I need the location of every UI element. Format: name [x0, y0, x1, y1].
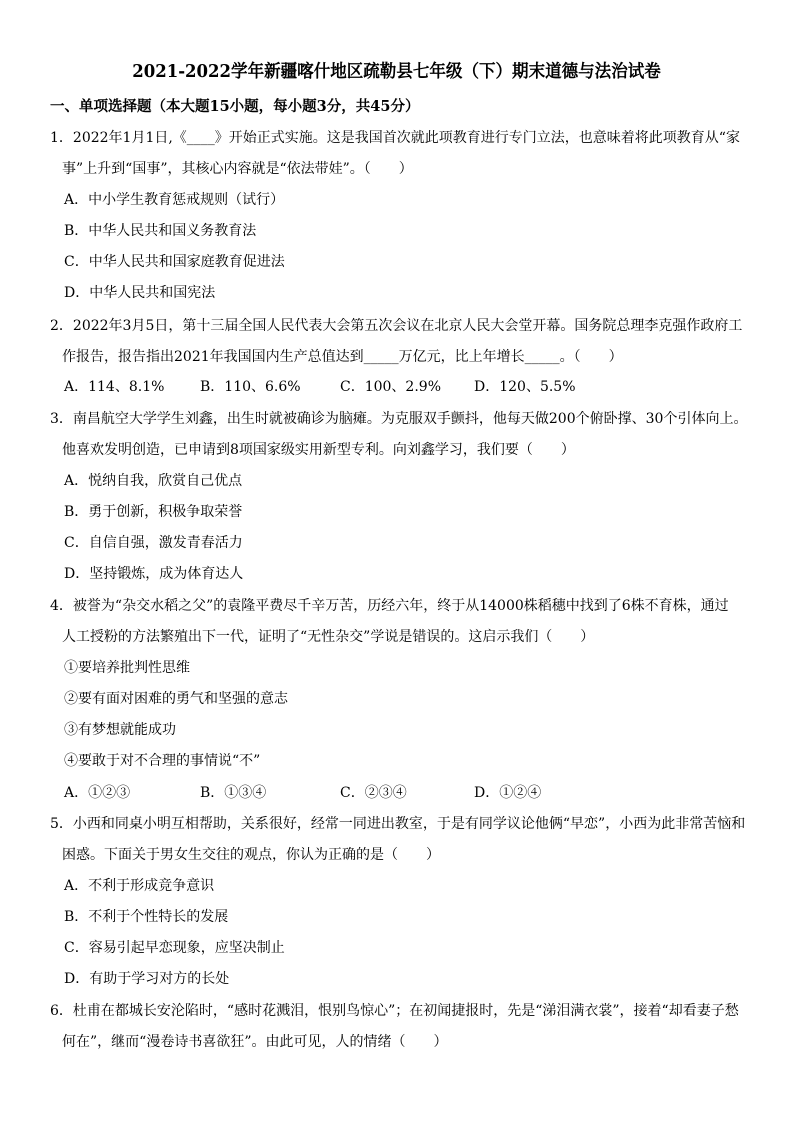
q2-option-d: D．120、5.5%: [474, 379, 576, 395]
q3-stem-line2: 他喜欢发明创造，已申请到8项国家级实用新型专利。向刘鑫学习，我们要（ ）: [62, 442, 575, 458]
q4-stem-line1: 4．被誉为“杂交水稻之父”的袁隆平费尽千辛万苦，历经六年，终于从14000株稻穗中找到了6株不育株，通过: [50, 598, 729, 614]
q3-option-a: A．悦纳自我，欣赏自己优点: [64, 473, 243, 489]
q1-stem-line2: 事”上升到“国事”，其核心内容就是“依法带娃”。（ ）: [62, 161, 413, 177]
q5-stem-line2: 困惑。下面关于男女生交往的观点，你认为正确的是（ ）: [62, 847, 440, 863]
q4-option-d: D．①②④: [474, 785, 542, 801]
q2-option-c: C．100、2.9%: [340, 379, 442, 395]
q4-option-c: C．②③④: [340, 785, 407, 801]
q4-option-a: A．①②③: [64, 785, 131, 801]
q2-stem-line2: 作报告，报告指出2021年我国国内生产总值达到_____万亿元，比上年增长_____。（ ）: [62, 349, 623, 365]
q5-option-a: A．不利于形成竞争意识: [64, 878, 215, 894]
q3-option-c: C．自信自强，激发青春活力: [64, 535, 243, 551]
q5-option-d: D．有助于学习对方的长处: [64, 971, 230, 987]
q4-option-b: B．①③④: [200, 785, 267, 801]
q3-option-b: B．勇于创新，积极争取荣誉: [64, 504, 243, 520]
exam-title: 2021-2022学年新疆喀什地区疏勒县七年级（下）期末道德与法治试卷: [132, 62, 661, 82]
q6-stem-line1: 6．杜甫在都城长安沦陷时，“感时花溅泪，恨别鸟惊心”；在初闻捷报时，先是“涕泪满衣裳”，接着“却看妻子愁: [50, 1003, 739, 1019]
q6-stem-line2: 何在”，继而“漫卷诗书喜欲狂”。由此可见，人的情绪（ ）: [62, 1034, 448, 1050]
q1-stem-line1: 1．2022年1月1日,《____》开始正式实施。这是我国首次就此项教育进行专门立法，也意味着将此项教育从“家: [50, 130, 740, 146]
q4-stem-line2: 人工授粉的方法繁殖出下一代，证明了“无性杂交”学说是错误的。这启示我们（ ）: [62, 629, 595, 645]
q5-option-b: B．不利于个性特长的发展: [64, 909, 229, 925]
q4-statement-4: ④要敢于对不合理的事情说“不”: [64, 753, 261, 769]
q2-option-b: B．110、6.6%: [200, 379, 301, 395]
q4-statement-1: ①要培养批判性思维: [64, 660, 190, 676]
q4-statement-2: ②要有面对困难的勇气和坚强的意志: [64, 691, 288, 707]
q2-option-a: A．114、8.1%: [64, 379, 165, 395]
q3-option-d: D．坚持锻炼，成为体育达人: [64, 566, 244, 582]
q1-option-b: B．中华人民共和国义务教育法: [64, 223, 257, 239]
q5-stem-line1: 5．小西和同桌小明互相帮助，关系很好，经常一同进出教室，于是有同学议论他俩“早恋”，小西为此非常苦恼和: [50, 816, 746, 832]
section-heading: 一、单项选择题（本大题15小题，每小题3分，共45分）: [50, 98, 420, 115]
q2-stem-line1: 2．2022年3月5日，第十三届全国人民代表大会第五次会议在北京人民大会堂开幕。国务院总理李克强作政府工: [50, 318, 743, 334]
q1-option-c: C．中华人民共和国家庭教育促进法: [64, 254, 285, 270]
q1-option-d: D．中华人民共和国宪法: [64, 285, 216, 301]
q1-option-a: A．中小学生教育惩戒规则（试行）: [64, 192, 285, 208]
q4-statement-3: ③有梦想就能成功: [64, 722, 176, 738]
q3-stem-line1: 3．南昌航空大学学生刘鑫，出生时就被确诊为脑瘫。为克服双手颤抖，他每天做200个俯卧撑、30个引体向上。: [50, 411, 748, 427]
q5-option-c: C．容易引起早恋现象，应坚决制止: [64, 940, 285, 956]
